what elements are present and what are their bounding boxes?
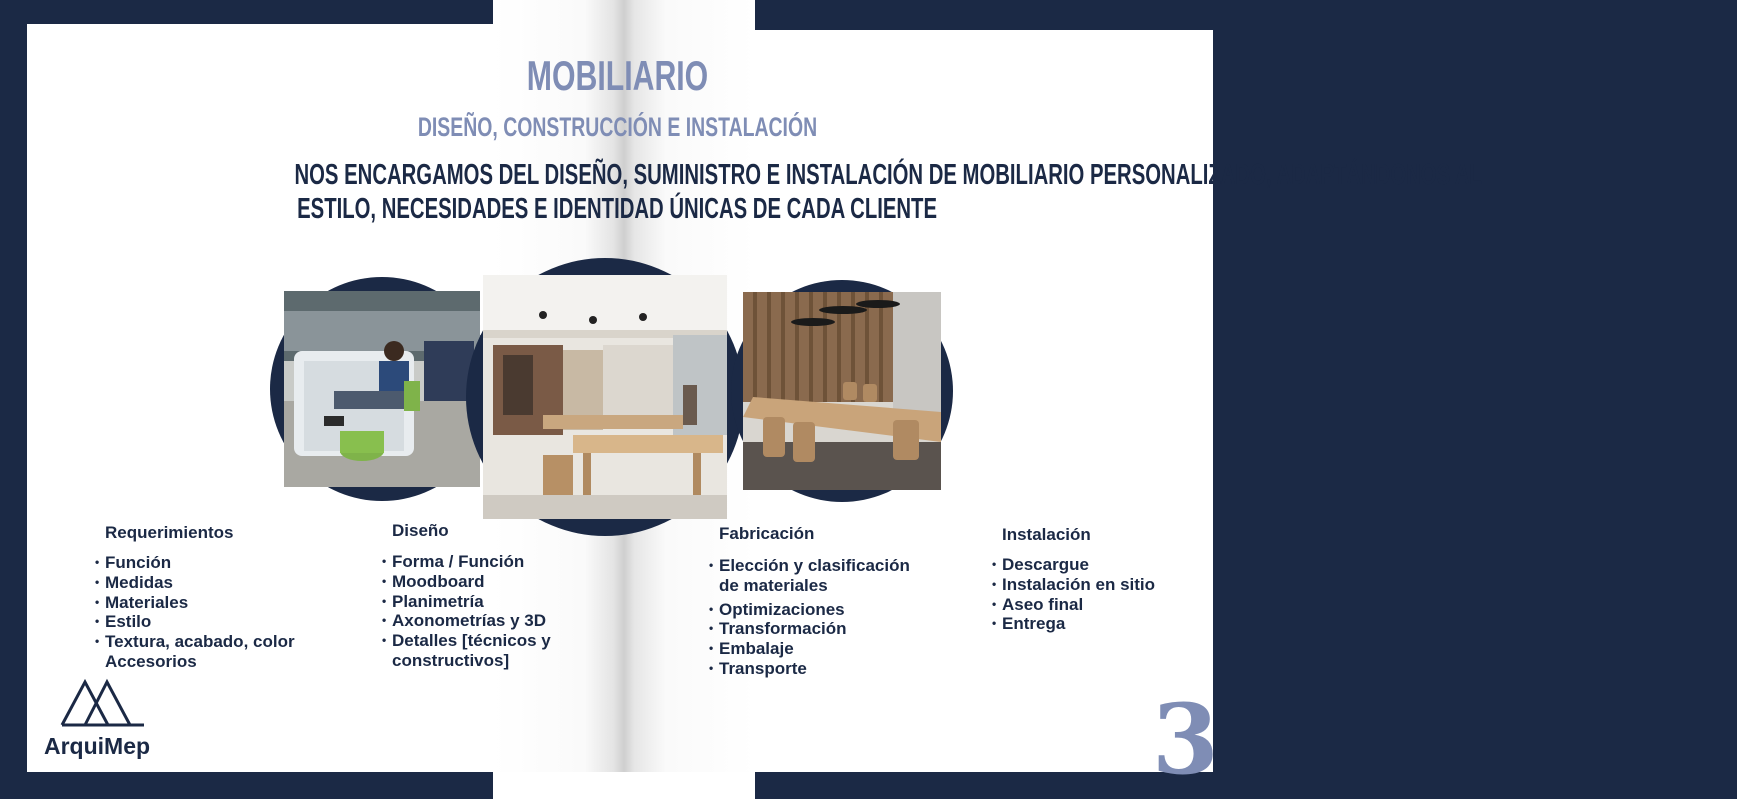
brand-name: ArquiMep [44, 733, 151, 759]
list-item: • Elección y clasificación [711, 556, 910, 576]
list-item: • Estilo [97, 612, 295, 632]
list-item: • Forma / Función [384, 552, 551, 572]
list-item: • Aseo final [994, 595, 1155, 615]
photo-frame-left [270, 277, 494, 501]
cafeteria-photo [483, 275, 727, 519]
column-title-fabricacion: Fabricación [719, 524, 815, 543]
office-booth-photo [284, 291, 480, 487]
list-item: Accesorios [105, 651, 197, 671]
list-item: • Transformación [711, 619, 910, 639]
mountain-logo-icon [40, 678, 150, 734]
list-item: • Entrega [994, 614, 1155, 634]
list-item: • Materiales [97, 593, 295, 613]
column-title-requerimientos: Requerimientos [105, 523, 234, 542]
lead-paragraph [40, 158, 1483, 226]
list-item: • Descargue [994, 555, 1155, 575]
lead-line-2: ESTILO, NECESIDADES E IDENTIDAD ÚNICAS DE CADA CLIENTE [297, 193, 938, 225]
list-item: • Planimetría [384, 592, 551, 612]
column-title-diseno: Diseño [392, 521, 449, 540]
list-item: • Moodboard [384, 572, 551, 592]
bottom-gutter [493, 772, 755, 799]
list-item: • Embalaje [711, 639, 910, 659]
photo-frame-right [731, 280, 953, 502]
list-item: • Textura, acabado, color [97, 632, 295, 652]
list-item: • Medidas [97, 573, 295, 593]
column-title-instalacion: Instalación [1002, 525, 1091, 544]
list-requerimientos [97, 553, 295, 672]
page-title: MOBILIARIO [526, 52, 709, 99]
page-number: 3 [1152, 683, 1219, 796]
list-item: • Detalles [técnicos y [384, 631, 551, 651]
lead-line-1: NOS ENCARGAMOS DEL DISEÑO, SUMINISTRO E INSTALACIÓN DE MOBILIARIO PERSONALIZADO, ADAPTÁNDONOS AL [294, 159, 1483, 191]
list-instalacion [994, 555, 1155, 634]
list-item: • Optimizaciones [711, 600, 910, 620]
list-item: constructivos] [392, 650, 510, 670]
list-fabricacion [711, 556, 910, 679]
page-subtitle: DISEÑO, CONSTRUCCIÓN E INSTALACIÓN [417, 112, 818, 142]
list-item: • Función [97, 553, 295, 573]
photo-frame-center [466, 258, 744, 536]
list-diseno [384, 552, 551, 671]
list-item: de materiales [719, 575, 828, 595]
list-item: • Transporte [711, 659, 910, 679]
list-item: • Axonometrías y 3D [384, 611, 551, 631]
top-frame-strip [755, 0, 1235, 30]
meeting-room-photo [743, 292, 941, 490]
list-item: • Instalación en sitio [994, 575, 1155, 595]
